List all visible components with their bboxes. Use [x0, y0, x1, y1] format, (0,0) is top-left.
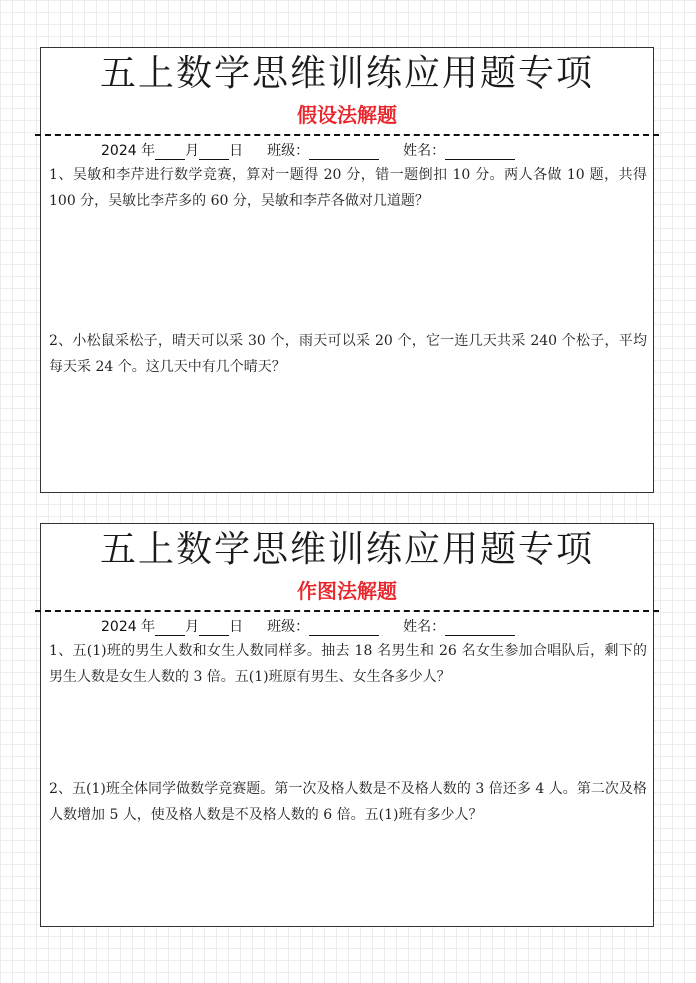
worksheet-subtitle: 假设法解题	[297, 103, 397, 127]
dashed-divider	[35, 134, 659, 136]
question-2: 2、小松鼠采松子，晴天可以采 30 个，雨天可以采 20 个，它一连几天共采 240 个松子，平均每天采 24 个。这几天中有几个晴天？	[49, 333, 647, 375]
year-label: 2024 年	[101, 619, 156, 635]
day-blank[interactable]	[199, 619, 229, 636]
worksheet-title: 五上数学思维训练应用题专项	[99, 529, 594, 570]
month-label: 月	[185, 619, 200, 635]
class-label: 班级：	[267, 619, 310, 635]
student-info-line	[101, 614, 515, 636]
worksheet-title: 五上数学思维训练应用题专项	[99, 53, 594, 94]
name-blank[interactable]	[445, 143, 515, 160]
month-label: 月	[185, 143, 200, 159]
name-blank[interactable]	[445, 619, 515, 636]
worksheet-subtitle: 作图法解题	[297, 579, 397, 603]
name-label: 姓名：	[403, 619, 446, 635]
year-label: 2024 年	[101, 143, 156, 159]
class-label: 班级：	[267, 143, 310, 159]
question-1: 1、吴敏和李芹进行数学竞赛，算对一题得 20 分，错一题倒扣 10 分。两人各做 10 题，共得 100 分，吴敏比李芹多的 60 分，吴敏和李芹各做对几道题？	[49, 167, 647, 209]
day-label: 日	[229, 143, 244, 159]
month-blank[interactable]	[155, 143, 185, 160]
question-2: 2、五(1)班全体同学做数学竞赛题。第一次及格人数是不及格人数的 3 倍还多 4 人。第二次及格人数增加 5 人，使及格人数是不及格人数的 6 倍。五(1)班有多少人？	[49, 781, 647, 823]
day-label: 日	[229, 619, 244, 635]
class-blank[interactable]	[309, 619, 379, 636]
worksheet-card-1	[40, 47, 654, 493]
month-blank[interactable]	[155, 619, 185, 636]
dashed-divider	[35, 610, 659, 612]
worksheet-card-2	[40, 523, 654, 927]
question-1: 1、五(1)班的男生人数和女生人数同样多。抽去 18 名男生和 26 名女生参加合唱队后，剩下的男生人数是女生人数的 3 倍。五(1)班原有男生、女生各多少人？	[49, 643, 647, 685]
day-blank[interactable]	[199, 143, 229, 160]
student-info-line	[101, 138, 515, 160]
class-blank[interactable]	[309, 143, 379, 160]
name-label: 姓名：	[403, 143, 446, 159]
